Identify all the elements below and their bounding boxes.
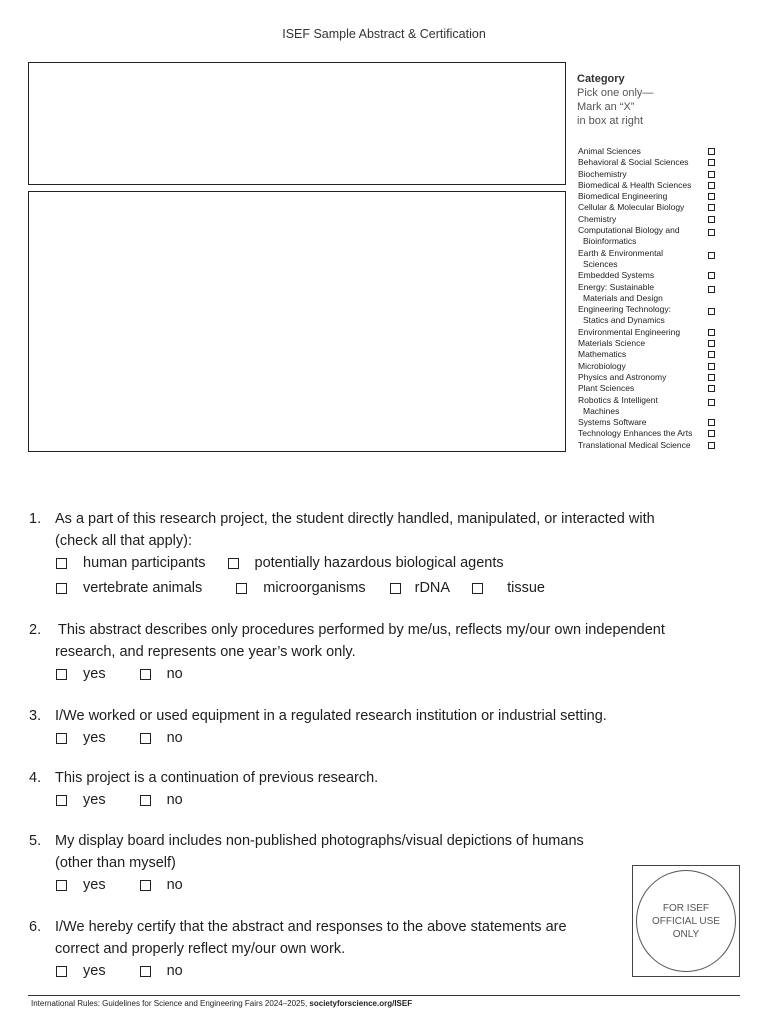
question-5	[29, 830, 584, 896]
category-checkbox[interactable]	[708, 171, 715, 178]
category-item	[578, 157, 718, 168]
option-label: tissue	[507, 580, 545, 596]
category-item	[578, 146, 718, 157]
category-label: Computational Biology and	[578, 225, 680, 236]
category-item	[578, 395, 718, 418]
category-item	[578, 202, 718, 213]
question-text: This abstract describes only procedures performed by me/us, reflects my/our own independent	[58, 622, 665, 638]
category-checkbox[interactable]	[708, 385, 715, 392]
human-participants-checkbox[interactable]	[56, 558, 67, 569]
category-checkbox[interactable]	[708, 363, 715, 370]
yes-checkbox[interactable]	[56, 795, 67, 806]
category-item	[578, 417, 718, 428]
category-checkbox[interactable]	[708, 272, 715, 279]
category-label-continued: Machines	[583, 405, 620, 416]
category-item	[578, 383, 718, 394]
official-line-3: ONLY	[672, 928, 700, 940]
question-text-continued: (check all that apply):	[55, 533, 193, 549]
category-label: Behavioral & Social Sciences	[578, 157, 689, 168]
category-list	[578, 146, 718, 451]
yes-no-row	[56, 789, 378, 811]
footer	[31, 999, 412, 1008]
yes-label: yes	[83, 730, 106, 746]
category-checkbox[interactable]	[708, 193, 715, 200]
no-label: no	[166, 730, 183, 746]
category-label: Embedded Systems	[578, 270, 655, 281]
footer-text: International Rules: Guidelines for Science and Engineering Fairs 2024–2025,	[31, 999, 310, 1008]
no-label: no	[166, 877, 183, 893]
category-label: Plant Sciences	[578, 383, 635, 394]
category-item	[578, 282, 718, 305]
category-checkbox[interactable]	[708, 430, 715, 437]
category-checkbox[interactable]	[708, 252, 715, 259]
category-label: Biomedical & Health Sciences	[578, 179, 692, 190]
category-label-continued: Statics and Dynamics	[583, 315, 665, 326]
official-line-2: OFFICIAL USE	[652, 915, 720, 927]
question-text-continued: (other than myself)	[55, 855, 176, 871]
question-number: 1.	[29, 511, 42, 527]
category-item	[578, 225, 718, 248]
category-label: Materials Science	[578, 338, 646, 349]
category-checkbox[interactable]	[708, 204, 715, 211]
category-item	[578, 338, 718, 349]
official-use-box	[632, 865, 740, 977]
category-label: Earth & Environmental	[578, 247, 664, 258]
category-checkbox[interactable]	[708, 442, 715, 449]
category-item	[578, 327, 718, 338]
yes-checkbox[interactable]	[56, 733, 67, 744]
category-label: Cellular & Molecular Biology	[578, 202, 685, 213]
option-row	[56, 552, 655, 574]
category-item	[578, 191, 718, 202]
category-item	[578, 180, 718, 191]
category-label: Physics and Astronomy	[578, 371, 667, 382]
question-number: 3.	[29, 708, 42, 724]
category-item	[578, 270, 718, 281]
category-checkbox[interactable]	[708, 419, 715, 426]
yes-checkbox[interactable]	[56, 966, 67, 977]
category-label-continued: Materials and Design	[583, 292, 663, 303]
option-label: human participants	[83, 555, 206, 571]
question-3	[29, 705, 607, 749]
project-title-box[interactable]	[28, 62, 566, 185]
question-text-continued: research, and represents one year’s work only.	[55, 644, 356, 660]
category-label: Engineering Technology:	[578, 304, 671, 315]
category-item	[578, 304, 718, 327]
category-checkbox[interactable]	[708, 159, 715, 166]
category-checkbox[interactable]	[708, 286, 715, 293]
category-checkbox[interactable]	[708, 148, 715, 155]
category-label: Technology Enhances the Arts	[578, 428, 693, 439]
category-label: Environmental Engineering	[578, 326, 681, 337]
category-label: Robotics & Intelligent	[578, 394, 658, 405]
no-checkbox[interactable]	[140, 795, 151, 806]
official-use-stamp	[636, 870, 736, 972]
vertebrate-animals-checkbox[interactable]	[56, 583, 67, 594]
footer-link[interactable]: societyforscience.org/ISEF	[309, 999, 413, 1008]
category-item	[578, 214, 718, 225]
question-number: 6.	[29, 919, 42, 935]
category-instruction-3: in box at right	[577, 115, 644, 127]
page-title: ISEF Sample Abstract & Certification	[282, 27, 486, 41]
yes-no-row	[56, 727, 607, 749]
question-1	[29, 508, 655, 599]
category-item	[578, 428, 718, 439]
category-label: Energy: Sustainable	[578, 281, 655, 292]
question-text: As a part of this research project, the student directly handled, manipulated, or interacted with	[55, 511, 655, 527]
category-instruction-1: Pick one only—	[577, 87, 654, 99]
tissue-checkbox[interactable]	[472, 583, 483, 594]
category-checkbox[interactable]	[708, 351, 715, 358]
question-text: This project is a continuation of previous research.	[55, 770, 379, 786]
category-heading: Category	[577, 73, 625, 85]
category-checkbox[interactable]	[708, 340, 715, 347]
category-item	[578, 440, 718, 451]
question-text: I/We hereby certify that the abstract and responses to the above statements are	[55, 919, 567, 935]
option-row	[56, 577, 655, 599]
microorganisms-checkbox[interactable]	[236, 583, 247, 594]
yes-no-row	[56, 663, 665, 685]
category-label: Mathematics	[578, 349, 627, 360]
question-4	[29, 767, 378, 811]
question-2	[29, 619, 665, 685]
category-checkbox[interactable]	[708, 374, 715, 381]
category-item	[578, 169, 718, 180]
category-checkbox[interactable]	[708, 329, 715, 336]
category-label: Systems Software	[578, 417, 647, 428]
category-item	[578, 361, 718, 372]
yes-no-row	[56, 960, 567, 982]
no-checkbox[interactable]	[140, 669, 151, 680]
no-label: no	[166, 666, 183, 682]
category-checkbox[interactable]	[708, 308, 715, 315]
option-label: potentially hazardous biological agents	[254, 555, 504, 571]
question-6	[29, 916, 567, 982]
yes-checkbox[interactable]	[56, 880, 67, 891]
yes-label: yes	[83, 792, 106, 808]
question-text: My display board includes non-published photographs/visual depictions of humans	[55, 833, 584, 849]
category-item	[578, 248, 718, 271]
abstract-text-box[interactable]	[28, 191, 566, 452]
category-checkbox[interactable]	[708, 229, 715, 236]
question-number: 5.	[29, 833, 42, 849]
yes-label: yes	[83, 877, 106, 893]
question-number: 4.	[29, 770, 42, 786]
category-label: Biochemistry	[578, 168, 627, 179]
no-checkbox[interactable]	[140, 733, 151, 744]
category-label: Microbiology	[578, 360, 626, 371]
category-checkbox[interactable]	[708, 399, 715, 406]
no-checkbox[interactable]	[140, 966, 151, 977]
category-label: Animal Sciences	[578, 146, 641, 156]
option-label: rDNA	[414, 580, 451, 596]
category-label-continued: Sciences	[583, 258, 618, 269]
option-label: vertebrate animals	[83, 580, 203, 596]
rdna-checkbox[interactable]	[390, 583, 401, 594]
yes-checkbox[interactable]	[56, 669, 67, 680]
category-header	[577, 72, 653, 128]
question-text-continued: correct and properly reflect my/our own work.	[55, 941, 346, 957]
category-label: Translational Medical Science	[578, 439, 691, 450]
yes-no-row	[56, 874, 584, 896]
category-checkbox[interactable]	[708, 182, 715, 189]
footer-divider	[28, 995, 740, 996]
yes-label: yes	[83, 963, 106, 979]
category-checkbox[interactable]	[708, 216, 715, 223]
category-label: Chemistry	[578, 213, 617, 224]
category-item	[578, 349, 718, 360]
official-line-1: FOR ISEF	[662, 902, 710, 914]
yes-label: yes	[83, 666, 106, 682]
category-instruction-2: Mark an “X”	[577, 101, 635, 113]
category-label-continued: Bioinformatics	[583, 236, 637, 247]
category-label: Biomedical Engineering	[578, 191, 668, 202]
question-number: 2.	[29, 622, 42, 638]
no-label: no	[166, 963, 183, 979]
no-label: no	[166, 792, 183, 808]
option-label: microorganisms	[263, 580, 366, 596]
category-item	[578, 372, 718, 383]
question-text: I/We worked or used equipment in a regulated research institution or industrial setting.	[55, 708, 607, 724]
no-checkbox[interactable]	[140, 880, 151, 891]
hazardous-agents-checkbox[interactable]	[228, 558, 239, 569]
